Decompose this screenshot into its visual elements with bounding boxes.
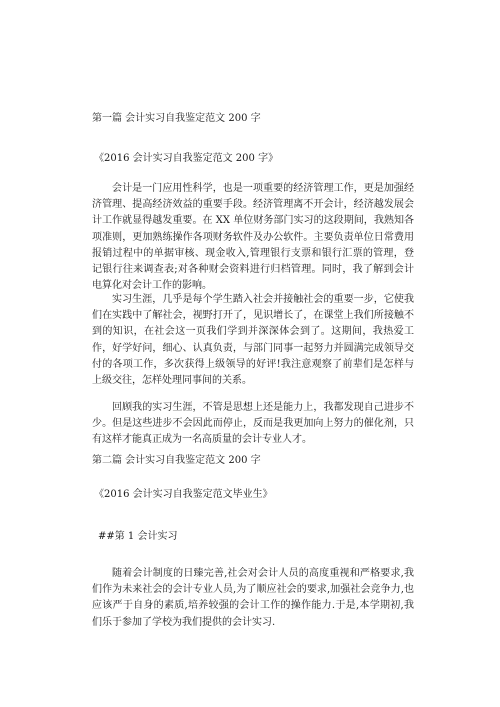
section2-heading: 第二篇 会计实习自我鉴定范文 200 字	[92, 455, 261, 466]
section1-paragraph-3: 回顾我的实习生涯，不管是思想上还是能力上，我都发现自己进步不少。但是这些进步不会因此而停止，反而是我更加向上努力的催化剂，只有这样才能真正成为一名高质量的会计专业人才。	[92, 402, 414, 446]
section2-paragraph-1: 随着会计制度的日臻完善,社会对会计人员的高度重视和严格要求,我们作为未来社会的会计专业人员,为了顺应社会的要求,加强社会竞争力,也应该严于自身的素质,培养较强的会计工作的操作能力.于是,本学期初,我们乐于参加了学校为我们提供的会计实习.	[92, 568, 414, 628]
section2-subheading: ##第 1 会计实习	[98, 531, 178, 542]
section1-paragraph-1: 会计是一门应用性科学，也是一项重要的经济管理工作，更是加强经济管理、提高经济效益的重要手段。经济管理离不开会计，经济越发展会计工作就显得越发重要。在 XX 单位财务部门实习的这段期间，我熟知各项准则，更加熟练操作各项财务软件及办公软件。主要负责单位日常费用报销过程中的单据审核、现金收入,管理银行支票和银行汇票的管理，登记银行往来调查表;对各种财会资料进行归档管理。同时，我了解到会计电算化对会计工作的影响。	[92, 183, 414, 292]
section1-heading: 第一篇 会计实习自我鉴定范文 200 字	[92, 113, 261, 124]
section1-title: 《2016 会计实习自我鉴定范文 200 字》	[94, 153, 279, 164]
section2-title: 《2016 会计实习自我鉴定范文毕业生》	[94, 489, 273, 500]
section1-paragraph-2: 实习生涯，几乎是每个学生踏入社会并接触社会的重要一步，它使我们在实践中了解社会，视野打开了，见识增长了，在课堂上我们所接触不到的知识，在社会这一页我们学到并深深体会到了。这期间，我热爱工作，好学好问，细心、认真负责，与部门同事一起努力并圆满完成领导交付的各项工作，多次获得上级领导的好评!我注意观察了前辈们是怎样与上级交往，怎样处理同事间的关系。	[92, 294, 414, 387]
